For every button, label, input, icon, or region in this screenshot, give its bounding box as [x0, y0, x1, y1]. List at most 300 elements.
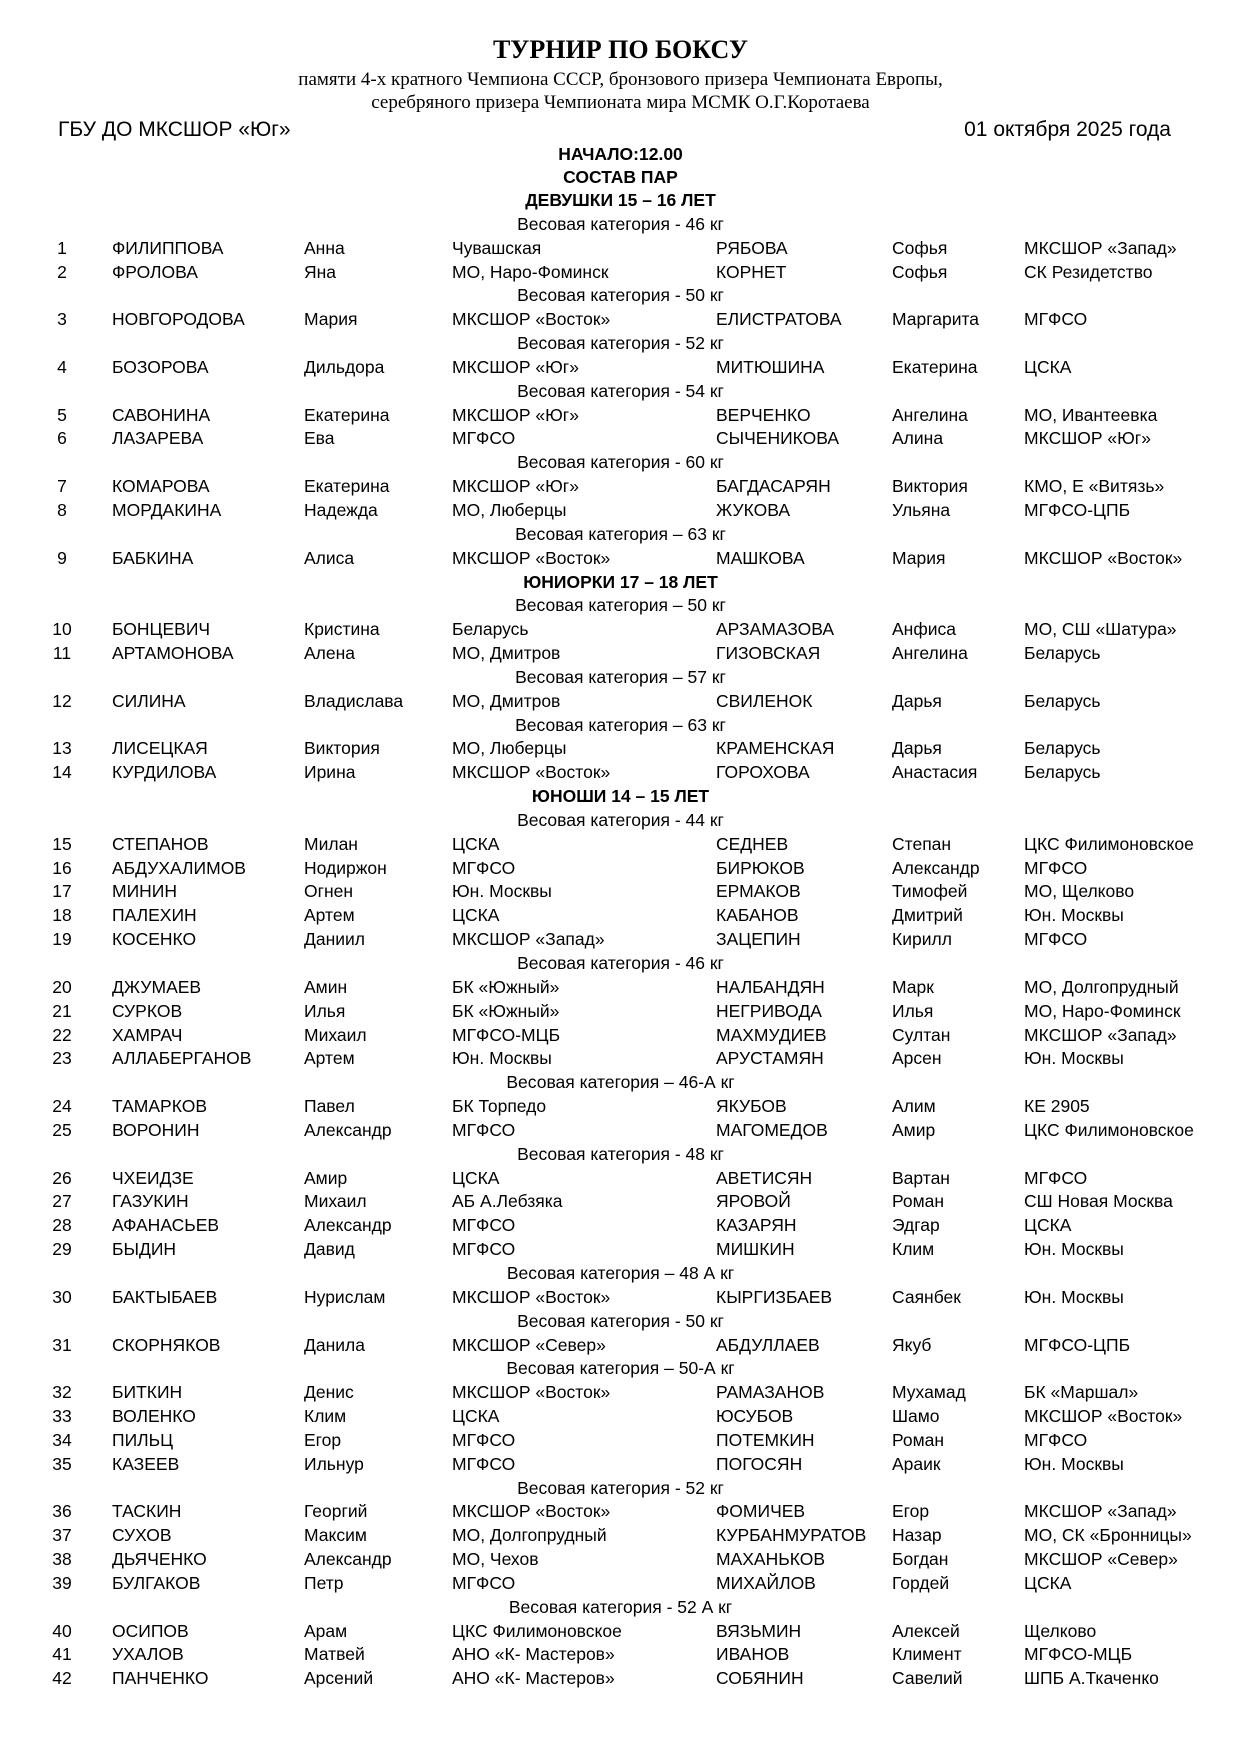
boxer-a-last-name: БОЗОРОВА [112, 356, 209, 377]
boxer-b-first-name: Илья [892, 1000, 934, 1021]
boxer-a-club: ЦСКА [452, 1167, 500, 1188]
boxer-b-last-name: СОБЯНИН [716, 1668, 804, 1689]
boxer-b-last-name: ЖУКОВА [716, 499, 791, 520]
boxer-a-last-name: ВОРОНИН [112, 1119, 200, 1140]
pair-number: 1 [57, 237, 67, 258]
boxer-b-club: КМО, Е «Витязь» [1024, 476, 1165, 497]
boxer-a-first-name: Михаил [304, 1024, 367, 1045]
boxer-b-club: МКСШОР «Запад» [1024, 1501, 1177, 1522]
pair-row [0, 690, 1241, 714]
boxer-a-last-name: КУРДИЛОВА [112, 762, 217, 783]
boxer-b-club: МО, Щелково [1024, 881, 1135, 902]
boxer-b-first-name: Виктория [892, 476, 968, 497]
boxer-b-last-name: ПОГОСЯН [716, 1453, 803, 1474]
boxer-a-first-name: Владислава [304, 690, 404, 711]
boxer-a-first-name: Алена [304, 643, 356, 664]
boxer-a-first-name: Надежда [304, 499, 378, 520]
boxer-b-club: Юн. Москвы [1024, 1048, 1124, 1069]
boxer-b-first-name: Амир [892, 1119, 936, 1140]
pair-number: 24 [52, 1096, 72, 1117]
pair-number: 9 [57, 547, 67, 568]
boxer-b-last-name: АВЕТИСЯН [716, 1167, 813, 1188]
boxer-b-first-name: Роман [892, 1191, 945, 1212]
boxer-a-club: МО, Чехов [452, 1549, 539, 1570]
pair-row [0, 356, 1241, 380]
boxer-a-first-name: Артем [304, 1048, 355, 1069]
boxer-b-first-name: Екатерина [892, 356, 978, 377]
boxer-b-last-name: БАГДАСАРЯН [716, 476, 831, 497]
boxer-b-last-name: АБДУЛЛАЕВ [716, 1334, 820, 1355]
boxer-b-club: ЦКС Филимоновское [1024, 833, 1194, 854]
boxer-a-club: БК «Южный» [452, 976, 560, 997]
boxer-b-first-name: Мухамад [892, 1382, 966, 1403]
boxer-a-last-name: КОСЕНКО [112, 929, 197, 950]
subtitle-line-1: памяти 4-х кратного Чемпиона СССР, бронзового призера Чемпионата Европы, [298, 69, 943, 90]
pair-row [0, 1524, 1241, 1548]
pair-row [0, 1047, 1241, 1071]
pair-row [0, 642, 1241, 666]
boxer-a-first-name: Илья [304, 1000, 346, 1021]
boxer-b-first-name: Роман [892, 1429, 945, 1450]
pair-row [0, 1024, 1241, 1048]
pair-number: 4 [57, 356, 67, 377]
boxer-b-club: МО, СШ «Шатура» [1024, 619, 1177, 640]
pairs-list [0, 189, 1241, 1691]
boxer-b-first-name: Алим [892, 1096, 936, 1117]
weight-category-heading: Весовая категория – 63 кг [515, 714, 726, 735]
boxer-b-last-name: МИШКИН [716, 1239, 795, 1260]
boxer-b-last-name: КУРБАНМУРАТОВ [716, 1525, 867, 1546]
boxer-b-first-name: Богдан [892, 1549, 949, 1570]
boxer-a-last-name: ТАСКИН [112, 1501, 182, 1522]
boxer-b-first-name: Клим [892, 1239, 935, 1260]
boxer-a-first-name: Егор [304, 1429, 342, 1450]
weight-category-heading: Весовая категория - 52 кг [517, 333, 724, 354]
boxer-b-first-name: Ангелина [892, 643, 968, 664]
boxer-b-first-name: Назар [892, 1525, 942, 1546]
boxer-a-last-name: БАБКИНА [112, 547, 194, 568]
boxer-b-first-name: Маргарита [892, 309, 980, 330]
boxer-a-club: МО, Наро-Фоминск [452, 261, 609, 282]
boxer-a-club: МКСШОР «Юг» [452, 356, 579, 377]
boxer-b-club: МКСШОР «Восток» [1024, 1406, 1183, 1427]
boxer-b-club: КЕ 2905 [1024, 1096, 1090, 1117]
weight-category-heading: Весовая категория - 52 А кг [508, 1596, 733, 1617]
pair-row [0, 261, 1241, 285]
boxer-b-club: ЦСКА [1024, 1215, 1072, 1236]
boxer-a-first-name: Амин [304, 976, 348, 997]
boxer-a-club: ЦКС Филимоновское [452, 1620, 622, 1641]
boxer-b-last-name: ФОМИЧЕВ [716, 1501, 806, 1522]
boxer-b-last-name: СЕДНЕВ [716, 833, 789, 854]
boxer-b-club: МКСШОР «Запад» [1024, 1024, 1177, 1045]
boxer-b-club: СК Резидетство [1024, 261, 1153, 282]
boxer-b-club: Беларусь [1024, 690, 1101, 711]
boxer-a-first-name: Матвей [304, 1644, 365, 1665]
boxer-b-first-name: Якуб [892, 1334, 932, 1355]
boxer-a-club: МКСШОР «Восток» [452, 1286, 611, 1307]
boxer-a-last-name: ФРОЛОВА [112, 261, 198, 282]
boxer-b-last-name: МИХАЙЛОВ [716, 1572, 816, 1593]
boxer-a-first-name: Михаил [304, 1191, 367, 1212]
boxer-b-club: МО, Долгопрудный [1024, 976, 1179, 997]
boxer-a-last-name: ЧХЕИДЗЕ [112, 1167, 194, 1188]
boxer-b-last-name: КРАМЕНСКАЯ [716, 738, 835, 759]
weight-category-heading: Весовая категория - 44 кг [517, 809, 724, 830]
pair-number: 7 [57, 476, 67, 497]
pair-row [0, 1643, 1241, 1667]
pair-row [0, 904, 1241, 928]
pair-row [0, 1667, 1241, 1691]
boxer-a-last-name: КАЗЕЕВ [112, 1453, 180, 1474]
boxer-b-club: МГФСО-ЦПБ [1024, 499, 1131, 520]
boxer-b-club: БК «Маршал» [1024, 1382, 1139, 1403]
pair-row [0, 1453, 1241, 1477]
pair-row [0, 1095, 1241, 1119]
boxer-a-last-name: БАКТЫБАЕВ [112, 1286, 218, 1307]
boxer-b-first-name: Дарья [892, 738, 942, 759]
boxer-a-club: МГФСО [452, 1572, 516, 1593]
weight-category-heading: Весовая категория - 54 кг [517, 380, 724, 401]
boxer-a-last-name: ВОЛЕНКО [112, 1406, 196, 1427]
boxer-b-club: МГФСО [1024, 1167, 1088, 1188]
boxer-b-club: Беларусь [1024, 762, 1101, 783]
boxer-b-last-name: ВЯЗЬМИН [716, 1620, 802, 1641]
boxer-b-last-name: ПОТЕМКИН [716, 1429, 815, 1450]
boxer-a-club: АНО «К- Мастеров» [452, 1668, 615, 1689]
boxer-b-last-name: НЕГРИВОДА [716, 1000, 822, 1021]
weight-category-heading: Весовая категория – 50 кг [515, 595, 726, 616]
boxer-b-first-name: Александр [892, 857, 980, 878]
boxer-a-last-name: БОНЦЕВИЧ [112, 619, 211, 640]
boxer-a-first-name: Ирина [304, 762, 356, 783]
boxer-b-club: ЦКС Филимоновское [1024, 1119, 1194, 1140]
boxer-a-first-name: Ева [304, 428, 335, 449]
boxer-b-club: Юн. Москвы [1024, 1286, 1124, 1307]
boxer-a-last-name: ПАНЧЕНКО [112, 1668, 209, 1689]
boxer-a-last-name: МОРДАКИНА [112, 499, 222, 520]
boxer-b-first-name: Гордей [892, 1572, 950, 1593]
pair-number: 29 [52, 1239, 72, 1260]
boxer-a-club: Чувашская [452, 237, 542, 258]
pair-row [0, 547, 1241, 571]
boxer-b-club: МКСШОР «Восток» [1024, 547, 1183, 568]
boxer-b-club: ШПБ А.Ткаченко [1024, 1668, 1159, 1689]
boxer-a-first-name: Амир [304, 1167, 348, 1188]
boxer-a-club: МО, Долгопрудный [452, 1525, 607, 1546]
weight-category-heading: Весовая категория – 63 кг [515, 523, 726, 544]
boxer-b-last-name: КОРНЕТ [716, 261, 787, 282]
pair-row [0, 1167, 1241, 1191]
boxer-a-last-name: ЛИСЕЦКАЯ [112, 738, 208, 759]
boxer-b-club: МКСШОР «Север» [1024, 1549, 1178, 1570]
boxer-a-club: АНО «К- Мастеров» [452, 1644, 615, 1665]
boxer-a-last-name: АРТАМОНОВА [112, 643, 234, 664]
boxer-a-club: БК «Южный» [452, 1000, 560, 1021]
pair-number: 12 [52, 690, 72, 711]
boxer-a-last-name: СУХОВ [112, 1525, 172, 1546]
boxer-b-club: МГФСО [1024, 857, 1088, 878]
pair-number: 25 [52, 1119, 72, 1140]
boxer-b-last-name: РЯБОВА [716, 237, 788, 258]
boxer-b-last-name: РАМАЗАНОВ [716, 1382, 825, 1403]
boxer-a-club: МО, Дмитров [452, 690, 561, 711]
boxer-a-club: МКСШОР «Север» [452, 1334, 606, 1355]
pair-row [0, 1572, 1241, 1596]
weight-category-heading: Весовая категория - 50 кг [517, 1310, 724, 1331]
boxer-b-club: МО, Наро-Фоминск [1024, 1000, 1181, 1021]
boxer-a-first-name: Арам [304, 1620, 348, 1641]
boxer-a-first-name: Нодиржон [304, 857, 387, 878]
boxer-b-last-name: ЕЛИСТРАТОВА [716, 309, 842, 330]
pair-number: 33 [52, 1406, 72, 1427]
boxer-b-last-name: МИТЮШИНА [716, 356, 825, 377]
boxer-a-club: МГФСО [452, 428, 516, 449]
boxer-a-first-name: Давид [304, 1239, 355, 1260]
boxer-b-club: Беларусь [1024, 738, 1101, 759]
boxer-a-club: ЦСКА [452, 905, 500, 926]
boxer-b-club: МГФСО-МЦБ [1024, 1644, 1133, 1665]
boxer-a-last-name: КОМАРОВА [112, 476, 210, 497]
boxer-b-last-name: МАШКОВА [716, 547, 805, 568]
boxer-a-last-name: БИТКИН [112, 1382, 183, 1403]
weight-category-heading: Весовая категория - 46 кг [517, 953, 724, 973]
boxer-a-club: Юн. Москвы [452, 1048, 552, 1069]
boxer-a-first-name: Арсений [304, 1668, 374, 1689]
pair-row [0, 237, 1241, 261]
boxer-b-first-name: Тимофей [892, 881, 968, 902]
pair-row [0, 857, 1241, 881]
boxer-b-last-name: КАЗАРЯН [716, 1215, 797, 1236]
boxer-b-club: Юн. Москвы [1024, 905, 1124, 926]
boxer-a-club: МКСШОР «Восток» [452, 1382, 611, 1403]
boxer-b-first-name: Савелий [892, 1668, 963, 1689]
pair-row [0, 880, 1241, 904]
pair-row [0, 1405, 1241, 1429]
boxer-b-last-name: ЯРОВОЙ [716, 1191, 791, 1212]
boxer-b-first-name: Араик [892, 1453, 941, 1474]
pair-row [0, 1238, 1241, 1262]
boxer-b-last-name: ГИЗОВСКАЯ [716, 643, 821, 664]
pair-row [0, 1214, 1241, 1238]
pair-number: 28 [52, 1215, 72, 1236]
boxer-a-first-name: Максим [304, 1525, 367, 1546]
pair-number: 19 [52, 929, 72, 950]
boxer-a-last-name: МИНИН [112, 881, 178, 902]
boxer-b-last-name: БИРЮКОВ [716, 857, 805, 878]
boxer-b-club: СШ Новая Москва [1024, 1191, 1173, 1212]
boxer-b-last-name: АРЗАМАЗОВА [716, 619, 835, 640]
boxer-a-club: МКСШОР «Юг» [452, 476, 579, 497]
boxer-b-first-name: Анастасия [892, 762, 978, 783]
boxer-a-first-name: Виктория [304, 738, 380, 759]
weight-category-heading: Весовая категория - 48 кг [517, 1143, 724, 1164]
pair-number: 39 [52, 1572, 72, 1593]
boxer-a-club: МГФСО [452, 1119, 516, 1140]
pair-number: 30 [52, 1286, 72, 1307]
pair-row [0, 976, 1241, 1000]
pair-row [0, 618, 1241, 642]
boxer-a-last-name: АБДУХАЛИМОВ [112, 857, 246, 878]
boxer-a-last-name: НОВГОРОДОВА [112, 309, 245, 330]
pair-row [0, 1500, 1241, 1524]
boxer-a-club: МГФСО [452, 1215, 516, 1236]
pair-number: 3 [57, 309, 67, 330]
boxer-a-club: ЦСКА [452, 833, 500, 854]
boxer-a-club: МКСШОР «Восток» [452, 762, 611, 783]
pair-number: 5 [57, 404, 67, 425]
pair-number: 13 [52, 738, 72, 759]
boxer-a-last-name: ПИЛЬЦ [112, 1429, 174, 1450]
boxer-a-last-name: СТЕПАНОВ [112, 833, 209, 854]
weight-category-heading: Весовая категория - 60 кг [517, 452, 724, 473]
boxer-b-club: МКСШОР «Юг» [1024, 428, 1151, 449]
boxer-b-first-name: Султан [892, 1024, 951, 1045]
pair-number: 40 [52, 1620, 72, 1641]
boxer-a-club: МГФСО [452, 1429, 516, 1450]
boxer-b-first-name: Марк [892, 976, 934, 997]
pair-number: 8 [57, 499, 67, 520]
boxer-a-last-name: АЛЛАБЕРГАНОВ [112, 1048, 252, 1069]
pair-row [0, 1429, 1241, 1453]
boxer-a-last-name: ГАЗУКИН [112, 1191, 189, 1212]
weight-category-heading: Весовая категория – 48 А кг [506, 1262, 735, 1283]
pair-number: 22 [52, 1024, 72, 1045]
pair-row [0, 427, 1241, 451]
boxer-b-club: МО, Ивантеевка [1024, 404, 1158, 425]
boxer-b-first-name: Шамо [892, 1406, 940, 1427]
pair-number: 21 [52, 1000, 72, 1021]
pair-number: 35 [52, 1453, 72, 1474]
boxer-a-last-name: СИЛИНА [112, 690, 186, 711]
boxer-b-last-name: СВИЛЕНОК [716, 690, 813, 711]
boxer-b-first-name: Ангелина [892, 404, 968, 425]
boxer-a-last-name: ТАМАРКОВ [112, 1096, 207, 1117]
boxer-b-club: МГФСО [1024, 1429, 1088, 1450]
boxer-a-last-name: СУРКОВ [112, 1000, 183, 1021]
pair-row [0, 308, 1241, 332]
pair-row [0, 1381, 1241, 1405]
pair-row [0, 1190, 1241, 1214]
boxer-b-club: МО, СК «Бронницы» [1024, 1525, 1192, 1546]
boxer-a-club: БК Торпедо [452, 1096, 547, 1117]
boxer-b-first-name: Климент [892, 1644, 962, 1665]
boxer-a-first-name: Денис [304, 1382, 354, 1403]
boxer-a-first-name: Нурислам [304, 1286, 386, 1307]
pair-number: 37 [52, 1525, 72, 1546]
pair-number: 17 [52, 881, 72, 902]
boxer-b-last-name: ГОРОХОВА [716, 762, 810, 783]
pair-number: 11 [52, 643, 72, 664]
boxer-a-last-name: ДЖУМАЕВ [112, 976, 202, 997]
boxer-b-last-name: НАЛБАНДЯН [716, 976, 825, 997]
boxer-a-club: МКСШОР «Восток» [452, 309, 611, 330]
boxer-b-first-name: Мария [892, 547, 946, 568]
boxer-b-first-name: Эдгар [892, 1215, 940, 1236]
pair-number: 41 [52, 1644, 72, 1665]
boxer-a-first-name: Александр [304, 1549, 392, 1570]
boxer-a-club: МО, Люберцы [452, 738, 567, 759]
pair-number: 18 [52, 905, 72, 926]
boxer-b-first-name: Дарья [892, 690, 942, 711]
boxer-b-last-name: ЯКУБОВ [716, 1096, 787, 1117]
boxer-a-last-name: ХАМРАЧ [112, 1024, 183, 1045]
boxer-a-last-name: ЛАЗАРЕВА [112, 428, 204, 449]
age-group-heading: ЮНОШИ 14 – 15 ЛЕТ [531, 786, 710, 807]
boxer-a-first-name: Петр [304, 1572, 344, 1593]
boxer-a-first-name: Мария [304, 309, 358, 330]
pair-number: 32 [52, 1382, 72, 1403]
boxer-a-first-name: Алиса [304, 547, 355, 568]
pair-row [0, 1548, 1241, 1572]
boxer-a-first-name: Данила [304, 1334, 365, 1355]
boxer-a-first-name: Артем [304, 905, 355, 926]
boxer-a-last-name: БУЛГАКОВ [112, 1572, 201, 1593]
boxer-a-last-name: ОСИПОВ [112, 1620, 189, 1641]
boxer-a-last-name: БЫДИН [112, 1239, 177, 1260]
boxer-a-last-name: ДЬЯЧЕНКО [112, 1549, 207, 1570]
pair-row [0, 1286, 1241, 1310]
pair-number: 27 [52, 1191, 72, 1212]
boxer-b-club: ЦСКА [1024, 1572, 1072, 1593]
boxer-a-first-name: Александр [304, 1215, 392, 1236]
boxer-b-club: Юн. Москвы [1024, 1453, 1124, 1474]
boxer-a-club: МКСШОР «Юг» [452, 404, 579, 425]
boxer-b-first-name: Софья [892, 261, 948, 282]
boxer-a-first-name: Ильнур [304, 1453, 364, 1474]
boxer-a-first-name: Даниил [304, 929, 366, 950]
weight-category-heading: Весовая категория – 46-А кг [506, 1072, 735, 1093]
boxer-a-club: МКСШОР «Восток» [452, 1501, 611, 1522]
boxer-a-club: МО, Люберцы [452, 499, 567, 520]
pair-number: 26 [52, 1167, 72, 1188]
boxer-b-first-name: Егор [892, 1501, 930, 1522]
boxer-b-last-name: КЫРГИЗБАЕВ [716, 1286, 833, 1307]
boxer-a-last-name: ПАЛЕХИН [112, 905, 197, 926]
pair-number: 20 [52, 976, 72, 997]
weight-category-heading: Весовая категория - 50 кг [517, 285, 724, 306]
boxer-b-club: Щелково [1024, 1620, 1097, 1641]
boxer-a-club: МКСШОР «Восток» [452, 547, 611, 568]
boxer-b-club: МКСШОР «Запад» [1024, 237, 1177, 258]
pair-row [0, 928, 1241, 952]
boxer-b-last-name: ЮСУБОВ [716, 1406, 794, 1427]
boxer-b-last-name: СЫЧЕНИКОВА [716, 428, 840, 449]
boxer-a-club: ЦСКА [452, 1406, 500, 1427]
pair-number: 16 [52, 857, 72, 878]
pair-row [0, 833, 1241, 857]
pair-row [0, 404, 1241, 428]
boxer-b-first-name: Алина [892, 428, 944, 449]
boxer-b-first-name: Степан [892, 833, 952, 854]
pair-row [0, 475, 1241, 499]
boxer-b-club: Юн. Москвы [1024, 1239, 1124, 1260]
pair-number: 10 [52, 619, 72, 640]
pair-row [0, 737, 1241, 761]
boxer-b-first-name: Кирилл [892, 929, 952, 950]
pair-row [0, 1000, 1241, 1024]
age-group-heading: ЮНИОРКИ 17 – 18 ЛЕТ [523, 571, 718, 592]
boxer-a-club: Беларусь [452, 619, 529, 640]
boxer-b-last-name: ВЕРЧЕНКО [716, 404, 811, 425]
weight-category-heading: Весовая категория - 52 кг [517, 1477, 724, 1498]
weight-category-heading: Весовая категория – 50-А кг [506, 1358, 735, 1379]
boxer-a-club: МКСШОР «Запад» [452, 929, 605, 950]
pair-number: 6 [57, 428, 67, 449]
boxer-b-first-name: Арсен [892, 1048, 942, 1069]
pair-number: 42 [52, 1668, 72, 1689]
boxer-a-first-name: Екатерина [304, 476, 390, 497]
